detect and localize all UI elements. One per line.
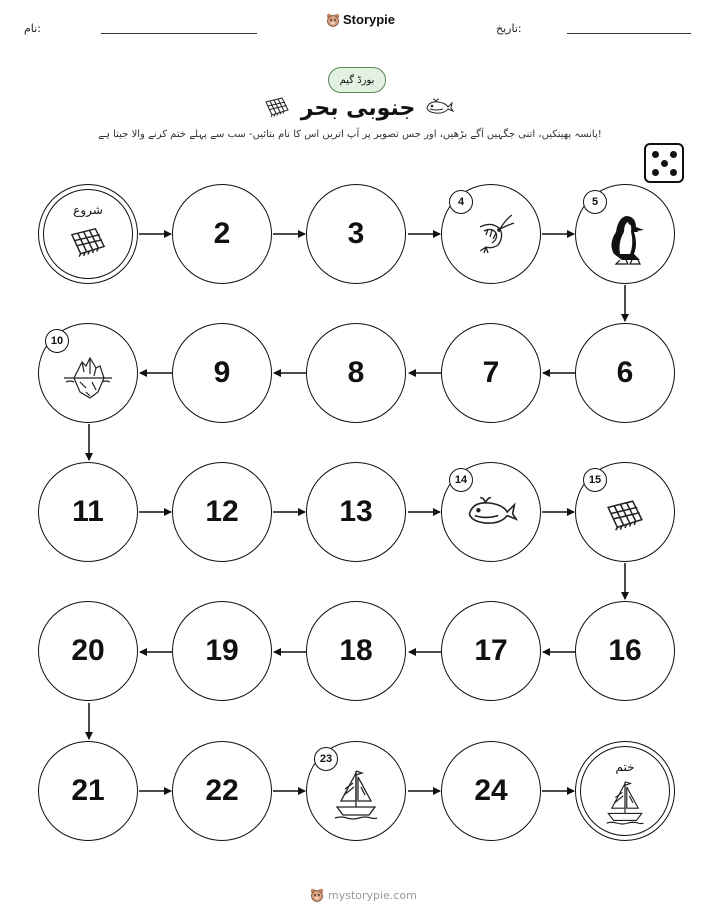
cell-number: 16 (608, 634, 642, 667)
cell-number-badge: 4 (449, 190, 473, 214)
footer (310, 888, 417, 902)
iceberg-icon (60, 352, 116, 402)
board-cell-3 (306, 184, 406, 284)
board-cell-12 (172, 462, 272, 562)
board-cell-21 (38, 741, 138, 841)
sailboat-icon (603, 778, 647, 826)
board-game-badge: بورڈ گیم (328, 67, 386, 93)
cell-number: 3 (347, 217, 365, 250)
sailboat-icon (331, 767, 381, 821)
finish-label: ختم (615, 760, 635, 774)
footer-url[interactable]: mystorypie.com (328, 888, 417, 902)
board-cell-8 (306, 323, 406, 423)
cell-number: 13 (339, 495, 373, 528)
instructions-text: پانسہ پھینکیں، اتنی جگہیں آگے بڑھیں، اور جس تصویر پر آپ اتریں اس کا نام بتائیں- سب سے پہلے ختم کرنے والا جیتا ہے! (98, 129, 602, 140)
cell-number: 7 (482, 356, 500, 389)
cell-number-badge: 23 (314, 747, 338, 771)
cell-number-badge: 14 (449, 468, 473, 492)
board-cell-7 (441, 323, 541, 423)
board-cell-13 (306, 462, 406, 562)
name-label: نام: (24, 22, 41, 35)
board-cell-6 (575, 323, 675, 423)
cell-number: 24 (474, 774, 508, 807)
cell-number: 20 (71, 634, 105, 667)
board-cell-18 (306, 601, 406, 701)
board-cell-22 (172, 741, 272, 841)
brand-name: Storypie (343, 12, 396, 27)
board-cell-17 (441, 601, 541, 701)
cell-number: 11 (72, 495, 104, 528)
cell-number: 22 (205, 774, 239, 807)
date-label: تاریخ: (496, 22, 522, 35)
start-cell (38, 184, 138, 284)
board-cell-24 (441, 741, 541, 841)
cell-number: 6 (616, 356, 634, 389)
cell-number: 19 (205, 634, 239, 667)
board-cell-20 (38, 601, 138, 701)
blanket-icon (66, 224, 110, 260)
page-title: جنوبی بحر (300, 96, 416, 121)
board-cell-19 (172, 601, 272, 701)
cell-number: 18 (339, 634, 373, 667)
cell-number-badge: 10 (45, 329, 69, 353)
board-cell-11 (38, 462, 138, 562)
cell-number: 9 (213, 356, 231, 389)
cell-number-badge: 5 (583, 190, 607, 214)
cell-number: 17 (474, 634, 508, 667)
blanket-icon (602, 497, 648, 533)
board-cell-16 (575, 601, 675, 701)
bear-icon (310, 888, 324, 902)
shrimp-icon (466, 209, 516, 259)
cell-number: 21 (71, 774, 105, 807)
board-cell-9 (172, 323, 272, 423)
penguin-icon (600, 210, 650, 266)
board-cell-2 (172, 184, 272, 284)
start-label: شروع (73, 203, 103, 217)
cell-number: 2 (213, 217, 231, 250)
whale-icon (464, 495, 518, 529)
cell-number-badge: 15 (583, 468, 607, 492)
cell-number: 12 (205, 495, 239, 528)
finish-cell (575, 741, 675, 841)
cell-number: 8 (347, 356, 365, 389)
